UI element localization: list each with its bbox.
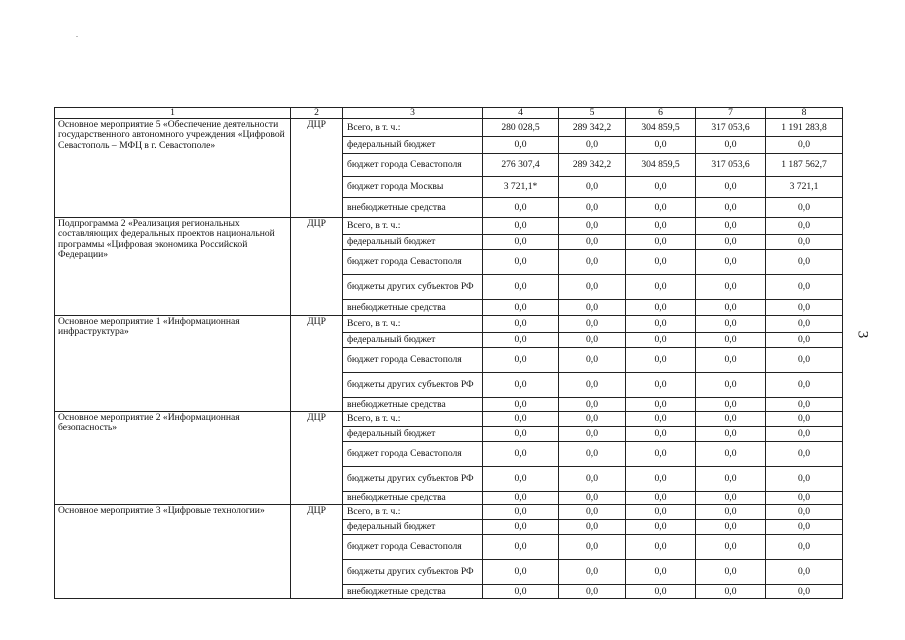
amount-cell: 0,0 [696,492,766,505]
amount-cell: 0,0 [626,427,696,442]
amount-cell: 0,0 [559,373,626,398]
amount-cell: 0,0 [766,442,843,467]
funding-source: внебюджетные средства [343,300,483,316]
amount-cell: 0,0 [483,505,559,520]
amount-cell: 0,0 [483,300,559,316]
table-row [55,119,843,137]
amount-cell: 0,0 [696,560,766,585]
table-row [55,505,843,520]
amount-cell: 0,0 [483,316,559,333]
amount-cell: 0,0 [626,235,696,250]
scan-speck [76,36,78,37]
funding-source: бюджеты других субъектов РФ [343,373,483,398]
funding-source: федеральный бюджет [343,427,483,442]
column-header: 6 [626,108,696,119]
amount-cell: 0,0 [766,250,843,275]
funding-source: бюджет города Севастополя [343,535,483,560]
amount-cell: 0,0 [483,412,559,427]
funding-source: бюджеты других субъектов РФ [343,560,483,585]
amount-cell: 0,0 [766,505,843,520]
amount-cell: 0,0 [696,442,766,467]
page-number: 3 [854,330,871,339]
column-header: 8 [766,108,843,119]
amount-cell: 0,0 [483,198,559,218]
amount-cell: 0,0 [766,467,843,492]
column-header: 4 [483,108,559,119]
amount-cell: 304 859,5 [626,154,696,177]
amount-cell: 0,0 [696,505,766,520]
amount-cell: 0,0 [766,333,843,348]
program-name: Подпрограмма 2 «Реализация региональных составляющих федеральных проектов национальной программы «Цифровая экономика Российской Федерации» [55,218,291,316]
amount-cell: 0,0 [483,348,559,373]
amount-cell: 0,0 [696,275,766,300]
amount-cell: 0,0 [766,520,843,535]
program-name: Основное мероприятие 1 «Информационная инфраструктура» [55,316,291,412]
amount-cell: 0,0 [626,442,696,467]
amount-cell: 0,0 [483,467,559,492]
amount-cell: 0,0 [766,585,843,599]
amount-cell: 0,0 [766,373,843,398]
executor: ДЦР [291,412,343,505]
amount-cell: 0,0 [559,250,626,275]
amount-cell: 0,0 [766,348,843,373]
amount-cell: 0,0 [626,505,696,520]
amount-cell: 0,0 [483,585,559,599]
amount-cell: 0,0 [559,442,626,467]
amount-cell: 0,0 [696,235,766,250]
amount-cell: 0,0 [766,218,843,235]
amount-cell: 0,0 [626,467,696,492]
amount-cell: 0,0 [559,198,626,218]
amount-cell: 1 191 283,8 [766,119,843,137]
amount-cell: 0,0 [559,275,626,300]
amount-cell: 0,0 [559,137,626,154]
funding-source: внебюджетные средства [343,198,483,218]
column-header: 5 [559,108,626,119]
program-name: Основное мероприятие 2 «Информационная безопасность» [55,412,291,505]
amount-cell: 0,0 [626,198,696,218]
funding-source: федеральный бюджет [343,137,483,154]
amount-cell: 0,0 [483,560,559,585]
amount-cell: 0,0 [696,218,766,235]
amount-cell: 317 053,6 [696,154,766,177]
amount-cell: 0,0 [559,300,626,316]
amount-cell: 0,0 [766,560,843,585]
amount-cell: 289 342,2 [559,154,626,177]
amount-cell: 0,0 [766,198,843,218]
amount-cell: 0,0 [766,492,843,505]
executor: ДЦР [291,119,343,218]
funding-source: бюджет города Москвы [343,177,483,198]
amount-cell: 0,0 [696,348,766,373]
funding-source: бюджеты других субъектов РФ [343,275,483,300]
amount-cell: 1 187 562,7 [766,154,843,177]
funding-source: бюджет города Севастополя [343,154,483,177]
amount-cell: 0,0 [626,398,696,412]
amount-cell: 0,0 [626,492,696,505]
amount-cell: 0,0 [696,333,766,348]
amount-cell: 0,0 [626,137,696,154]
amount-cell: 0,0 [559,218,626,235]
amount-cell: 0,0 [766,398,843,412]
amount-cell: 0,0 [483,137,559,154]
table-body [55,108,843,599]
funding-source: внебюджетные средства [343,398,483,412]
funding-source: внебюджетные средства [343,492,483,505]
amount-cell: 0,0 [483,235,559,250]
amount-cell: 0,0 [696,177,766,198]
amount-cell: 0,0 [626,585,696,599]
amount-cell: 0,0 [483,492,559,505]
funding-source: Всего, в т. ч.: [343,316,483,333]
funding-source: бюджет города Севастополя [343,250,483,275]
amount-cell: 0,0 [696,198,766,218]
amount-cell: 0,0 [483,333,559,348]
amount-cell: 0,0 [626,520,696,535]
amount-cell: 0,0 [696,316,766,333]
amount-cell: 0,0 [626,250,696,275]
amount-cell: 0,0 [626,535,696,560]
amount-cell: 276 307,4 [483,154,559,177]
amount-cell: 0,0 [696,585,766,599]
amount-cell: 0,0 [483,275,559,300]
amount-cell: 0,0 [559,398,626,412]
amount-cell: 0,0 [696,300,766,316]
amount-cell: 0,0 [696,535,766,560]
amount-cell: 0,0 [559,177,626,198]
column-header: 7 [696,108,766,119]
funding-source: Всего, в т. ч.: [343,119,483,137]
amount-cell: 0,0 [626,412,696,427]
amount-cell: 0,0 [483,535,559,560]
executor: ДЦР [291,316,343,412]
amount-cell: 0,0 [483,250,559,275]
amount-cell: 0,0 [559,348,626,373]
amount-cell: 0,0 [483,520,559,535]
amount-cell: 0,0 [559,535,626,560]
amount-cell: 0,0 [696,467,766,492]
amount-cell: 0,0 [696,250,766,275]
amount-cell: 0,0 [559,505,626,520]
amount-cell: 0,0 [559,316,626,333]
amount-cell: 0,0 [696,398,766,412]
amount-cell: 280 028,5 [483,119,559,137]
amount-cell: 0,0 [626,333,696,348]
funding-source: бюджет города Севастополя [343,348,483,373]
funding-source: Всего, в т. ч.: [343,218,483,235]
header-row [55,108,843,119]
amount-cell: 304 859,5 [626,119,696,137]
amount-cell: 0,0 [483,427,559,442]
column-header: 2 [291,108,343,119]
amount-cell: 0,0 [696,520,766,535]
amount-cell: 0,0 [559,520,626,535]
amount-cell: 0,0 [559,585,626,599]
program-name: Основное мероприятие 5 «Обеспечение деятельности государственного автономного учреждения «Цифровой Севастополь – МФЦ в г. Севастополе» [55,119,291,218]
table-row [55,412,843,427]
amount-cell: 3 721,1 [766,177,843,198]
amount-cell: 0,0 [559,427,626,442]
amount-cell: 0,0 [483,218,559,235]
amount-cell: 0,0 [559,492,626,505]
funding-source: бюджет города Севастополя [343,442,483,467]
amount-cell: 0,0 [626,177,696,198]
budget-table [54,107,843,599]
amount-cell: 0,0 [559,467,626,492]
amount-cell: 0,0 [626,560,696,585]
amount-cell: 0,0 [766,427,843,442]
amount-cell: 0,0 [626,316,696,333]
amount-cell: 0,0 [766,316,843,333]
amount-cell: 0,0 [766,235,843,250]
amount-cell: 0,0 [696,412,766,427]
amount-cell: 0,0 [559,412,626,427]
funding-source: Всего, в т. ч.: [343,412,483,427]
amount-cell: 0,0 [483,442,559,467]
amount-cell: 3 721,1* [483,177,559,198]
amount-cell: 0,0 [626,300,696,316]
amount-cell: 0,0 [559,560,626,585]
table-row [55,316,843,333]
amount-cell: 0,0 [483,373,559,398]
amount-cell: 0,0 [483,398,559,412]
executor: ДЦР [291,505,343,599]
amount-cell: 0,0 [626,275,696,300]
table-row [55,218,843,235]
funding-source: Всего, в т. ч.: [343,505,483,520]
funding-source: бюджеты других субъектов РФ [343,467,483,492]
amount-cell: 289 342,2 [559,119,626,137]
funding-source: федеральный бюджет [343,235,483,250]
amount-cell: 317 053,6 [696,119,766,137]
funding-source: федеральный бюджет [343,520,483,535]
amount-cell: 0,0 [559,333,626,348]
amount-cell: 0,0 [766,137,843,154]
column-header: 1 [55,108,291,119]
amount-cell: 0,0 [766,412,843,427]
amount-cell: 0,0 [696,427,766,442]
amount-cell: 0,0 [626,373,696,398]
program-name: Основное мероприятие 3 «Цифровые технологии» [55,505,291,599]
column-header: 3 [343,108,483,119]
amount-cell: 0,0 [766,275,843,300]
funding-source: внебюджетные средства [343,585,483,599]
amount-cell: 0,0 [766,300,843,316]
amount-cell: 0,0 [559,235,626,250]
funding-source: федеральный бюджет [343,333,483,348]
executor: ДЦР [291,218,343,316]
amount-cell: 0,0 [696,137,766,154]
amount-cell: 0,0 [626,348,696,373]
amount-cell: 0,0 [626,218,696,235]
amount-cell: 0,0 [696,373,766,398]
amount-cell: 0,0 [766,535,843,560]
